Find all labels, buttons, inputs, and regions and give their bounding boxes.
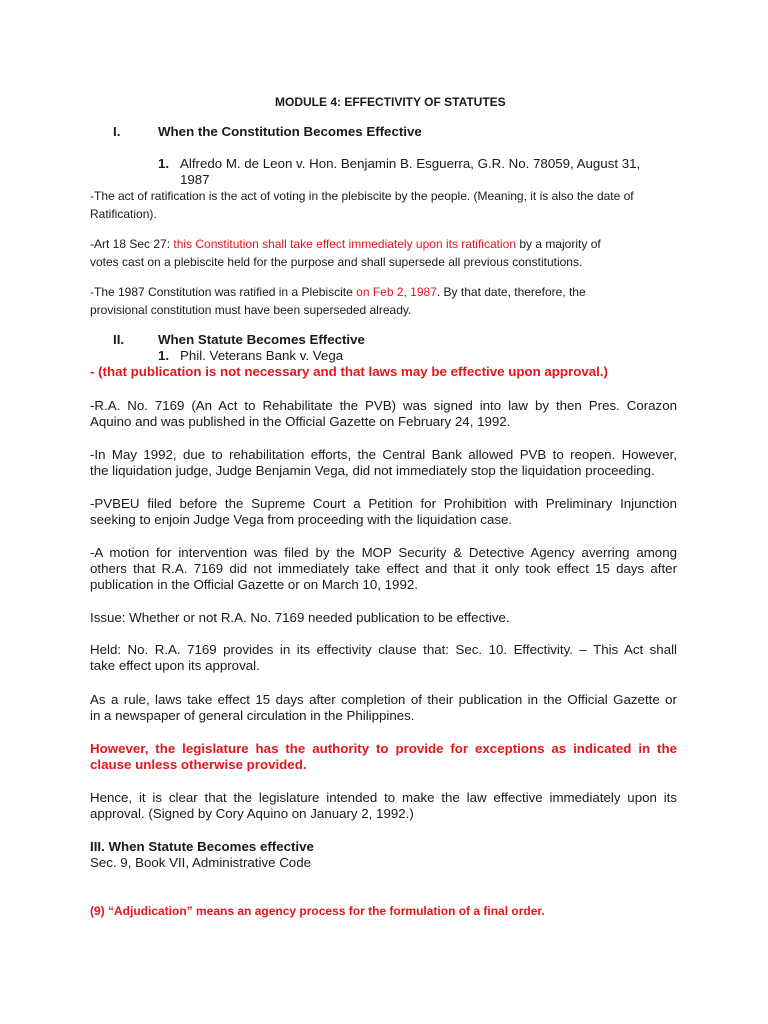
adjudication-definition: (9) “Adjudication” means an agency process for the formulation of a final order. [90,904,545,918]
pvbeu-para-line-1: -PVBEU filed before the Supreme Court a Petition for Prohibition with Preliminary Injunction [90,496,677,511]
art18-para-line-2: votes cast on a plebiscite held for the purpose and shall supersede all previous constitutions. [90,255,583,269]
plebiscite-para-line-2: provisional constitution must have been superseded already. [90,303,412,317]
pvbeu-para-line-2: seeking to enjoin Judge Vega from proceeding with the liquidation case. [90,512,513,527]
section-1-item-line-2: 1987 [180,172,210,187]
intervention-para-line-3: publication in the Official Gazette or on March 10, 1992. [90,577,418,592]
hence-para-line-1: Hence, it is clear that the legislature intended to make the law effective immediately upon its [90,790,677,805]
art18-prefix: -Art 18 Sec 27: [90,237,174,251]
held-para-line-1: Held: No. R.A. 7169 provides in its effectivity clause that: Sec. 10. Effectivity. – This Act shall [90,642,677,657]
ra7169-para-line-2: Aquino and was published in the Official Gazette on February 24, 1992. [90,414,511,429]
page-title: MODULE 4: EFFECTIVITY OF STATUTES [275,95,506,109]
publication-note: - (that publication is not necessary and that laws may be effective upon approval.) [90,364,608,379]
ra7169-para-line-1: -R.A. No. 7169 (An Act to Rehabilitate the PVB) was signed into law by then Pres. Corazon [90,398,677,413]
section-3-heading: III. When Statute Becomes effective [90,839,314,854]
rule-para-line-1: As a rule, laws take effect 15 days after completion of their publication in the Official Gazette or [90,692,677,707]
intervention-para-line-2: others that R.A. 7169 did not immediately take effect and that it only took effect 15 days after [90,561,677,576]
section-1-numeral: I. [113,124,121,139]
reopen-para-line-1: -In May 1992, due to rehabilitation efforts, the Central Bank allowed PVB to reopen. However, [90,447,677,462]
issue-para: Issue: Whether or not R.A. No. 7169 needed publication to be effective. [90,610,510,625]
intervention-para-line-1: -A motion for intervention was filed by the MOP Security & Detective Agency averring among [90,545,677,560]
section-3-subheading: Sec. 9, Book VII, Administrative Code [90,855,311,870]
section-2-item-text: Phil. Veterans Bank v. Vega [180,348,344,363]
section-2-item-number: 1. [158,348,170,363]
rule-para-line-2: in a newspaper of general circulation in the Philippines. [90,708,415,723]
hence-para-line-2: approval. (Signed by Cory Aquino on January 2, 1992.) [90,806,414,821]
plebiscite-para-line-1 [90,283,586,301]
section-1-item-line-1: Alfredo M. de Leon v. Hon. Benjamin B. Esguerra, G.R. No. 78059, August 31, [180,156,641,171]
ratification-para-line-1: -The act of ratification is the act of voting in the plebiscite by the people. (Meaning, it is also the date of [90,189,634,203]
exception-para-line-2: clause unless otherwise provided. [90,757,307,772]
held-para-line-2: take effect upon its approval. [90,658,260,673]
section-1-item-number: 1. [158,156,170,171]
reopen-para-line-2: the liquidation judge, Judge Benjamin Vega, did not immediately stop the liquidation proceeding. [90,463,655,478]
ratification-para-line-2: Ratification). [90,207,157,221]
plebiscite-date: on Feb 2, 1987 [356,285,437,299]
section-2-heading: When Statute Becomes Effective [158,332,365,347]
art18-highlight: this Constitution shall take effect immediately upon its ratification [173,237,516,251]
plebiscite-suffix: . By that date, therefore, the [436,285,586,299]
plebiscite-prefix: -The 1987 Constitution was ratified in a Plebiscite [90,285,357,299]
exception-para-line-1: However, the legislature has the authority to provide for exceptions as indicated in the [90,741,677,756]
art18-suffix: by a majority of [516,237,601,251]
section-2-numeral: II. [113,332,125,347]
section-1-heading: When the Constitution Becomes Effective [158,124,422,139]
art18-para-line-1 [90,235,601,253]
